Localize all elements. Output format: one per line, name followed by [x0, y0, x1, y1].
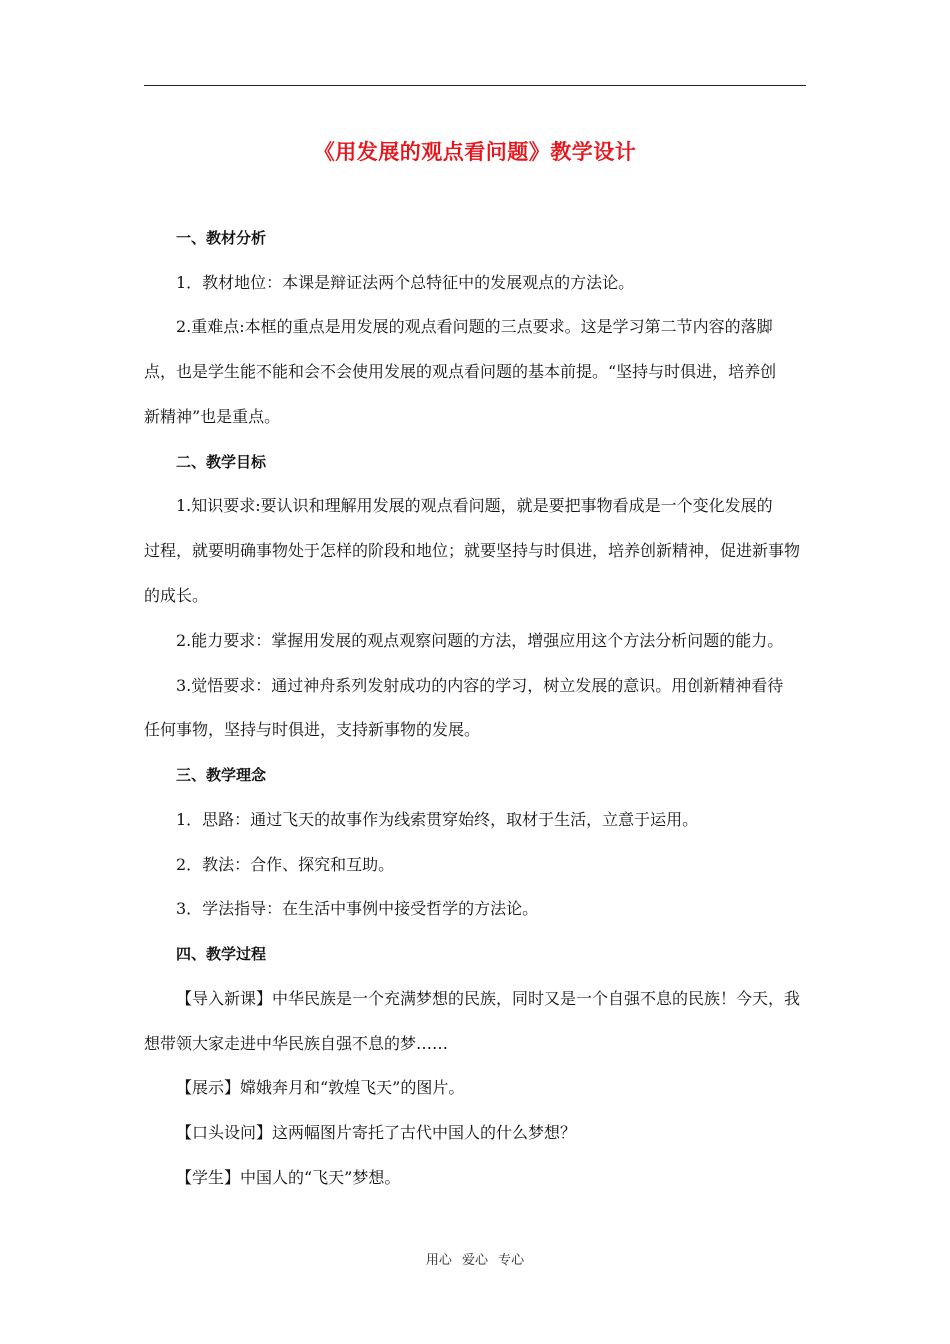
section-heading: 二、教学目标 [176, 453, 267, 471]
text-line: 过程，就要明确事物处于怎样的阶段和地位；就要坚持与时俱进，培养创新精神，促进新事物 [144, 541, 801, 560]
text-line: 2.能力要求：掌握用发展的观点观察问题的方法，增强应用这个方法分析问题的能力。 [176, 631, 784, 650]
text-line: 2.重难点:本框的重点是用发展的观点看问题的三点要求。这是学习第二节内容的落脚 [176, 317, 773, 336]
text-line: 点，也是学生能不能和会不会使用发展的观点看问题的基本前提。“坚持与时俱进，培养创 [144, 362, 777, 381]
page-footer: 用心 爱心 专心 [425, 1253, 525, 1268]
section-heading: 四、教学过程 [176, 945, 267, 963]
text-line: 2．教法：合作、探究和互助。 [176, 855, 395, 874]
header-rule [144, 85, 806, 86]
text-line: 【口头设问】这两幅图片寄托了古代中国人的什么梦想？ [176, 1123, 577, 1142]
section-heading: 一、教材分析 [176, 229, 267, 247]
text-line: 想带领大家走进中华民族自强不息的梦…… [144, 1034, 449, 1053]
text-line: 3．学法指导：在生活中事例中接受哲学的方法论。 [176, 899, 539, 918]
text-line: 1．教材地位：本课是辩证法两个总特征中的发展观点的方法论。 [176, 273, 635, 292]
text-line: 【导入新课】中华民族是一个充满梦想的民族，同时又是一个自强不息的民族！今天，我 [176, 989, 801, 1008]
text-line: 1.知识要求:要认识和理解用发展的观点看问题，就是要把事物看成是一个变化发展的 [176, 496, 773, 515]
document-title: 《用发展的观点看问题》教学设计 [313, 140, 637, 164]
text-line: 1．思路：通过飞天的故事作为线索贯穿始终，取材于生活，立意于运用。 [176, 810, 699, 829]
text-line: 的成长。 [144, 586, 209, 605]
section-heading: 三、教学理念 [176, 766, 267, 784]
text-line: 【展示】嫦娥奔月和“敦煌飞天”的图片。 [176, 1078, 465, 1097]
text-line: 新精神”也是重点。 [144, 407, 281, 426]
text-line: 【学生】中国人的“飞天”梦想。 [176, 1168, 401, 1187]
text-line: 任何事物，坚持与时俱进，支持新事物的发展。 [144, 720, 481, 739]
text-line: 3.觉悟要求：通过神舟系列发射成功的内容的学习，树立发展的意识。用创新精神看待 [176, 676, 784, 695]
